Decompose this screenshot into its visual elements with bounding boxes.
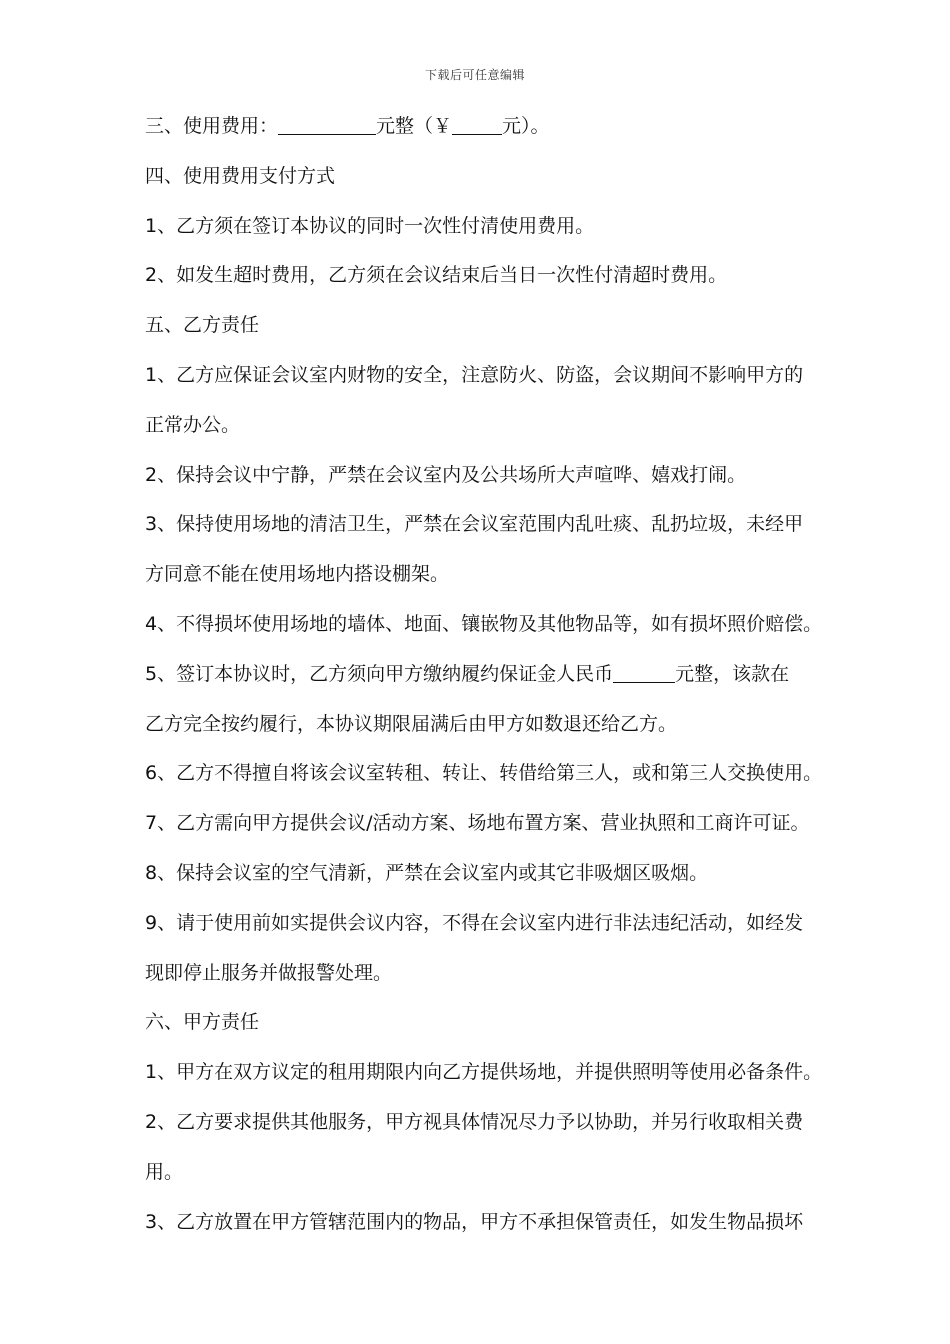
paragraph-line: 2、如发生超时费用，乙方须在会议结束后当日一次性付清超时费用。 bbox=[145, 264, 728, 287]
page-header: 下载后可任意编辑 bbox=[424, 68, 525, 82]
paragraph-line: 6、乙方不得擅自将该会议室转租、转让、转借给第三人，或和第三人交换使用。 bbox=[145, 762, 823, 785]
paragraph-line: 3、保持使用场地的清洁卫生，严禁在会议室范围内乱吐痰、乱扔垃圾，未经甲 bbox=[145, 513, 804, 536]
paragraph-line: 2、乙方要求提供其他服务，甲方视具体情况尽力予以协助，并另行收取相关费 bbox=[145, 1110, 804, 1133]
paragraph-line: 用。 bbox=[145, 1160, 184, 1183]
paragraph-line: 1、乙方须在签订本协议的同时一次性付清使用费用。 bbox=[145, 214, 595, 237]
paragraph-line: 方同意不能在使用场地内搭设棚架。 bbox=[145, 563, 450, 586]
paragraph-line: 1、乙方应保证会议室内财物的安全，注意防火、防盗，会议期间不影响甲方的 bbox=[145, 363, 804, 386]
deposit-amount-blank bbox=[613, 660, 675, 683]
deposit-tail: 元整，该款在 bbox=[675, 662, 790, 685]
paragraph-line: 4、不得损坏使用场地的墙体、地面、镶嵌物及其他物品等，如有损坏照价赔偿。 bbox=[145, 612, 823, 635]
paragraph-line: 1、甲方在双方议定的租用期限内向乙方提供场地，并提供照明等使用必备条件。 bbox=[145, 1061, 823, 1084]
paragraph-line: 现即停止服务并做报警处理。 bbox=[145, 961, 393, 984]
fee-yuan-blank bbox=[452, 112, 502, 135]
fee-unit-text: 元整（￥ bbox=[376, 115, 453, 137]
fee-label: 三、使用费用： bbox=[145, 115, 279, 137]
deposit-label: 5、签订本协议时，乙方须向甲方缴纳履约保证金人民币 bbox=[145, 662, 614, 685]
fee-close-text: 元）。 bbox=[502, 115, 550, 137]
section-heading-party-a: 六、甲方责任 bbox=[145, 1011, 260, 1034]
paragraph-line: 2、保持会议中宁静，严禁在会议室内及公共场所大声喧哗、嬉戏打闹。 bbox=[145, 463, 747, 486]
section-heading-payment: 四、使用费用支付方式 bbox=[145, 164, 336, 187]
deposit-line bbox=[145, 656, 825, 706]
paragraph-line: 9、请于使用前如实提供会议内容，不得在会议室内进行非法违纪活动，如经发 bbox=[145, 911, 804, 934]
fee-line bbox=[145, 108, 825, 158]
document-body bbox=[145, 108, 825, 1253]
section-heading-party-b: 五、乙方责任 bbox=[145, 314, 260, 337]
paragraph-line: 乙方完全按约履行，本协议期限届满后由甲方如数退还给乙方。 bbox=[145, 712, 678, 735]
fee-amount-blank bbox=[278, 112, 376, 135]
paragraph-line: 正常办公。 bbox=[145, 413, 241, 436]
paragraph-line: 3、乙方放置在甲方管辖范围内的物品，甲方不承担保管责任，如发生物品损坏 bbox=[145, 1210, 804, 1233]
paragraph-line: 8、保持会议室的空气清新，严禁在会议室内或其它非吸烟区吸烟。 bbox=[145, 861, 709, 884]
paragraph-line: 7、乙方需向甲方提供会议/活动方案、场地布置方案、营业执照和工商许可证。 bbox=[145, 812, 810, 835]
